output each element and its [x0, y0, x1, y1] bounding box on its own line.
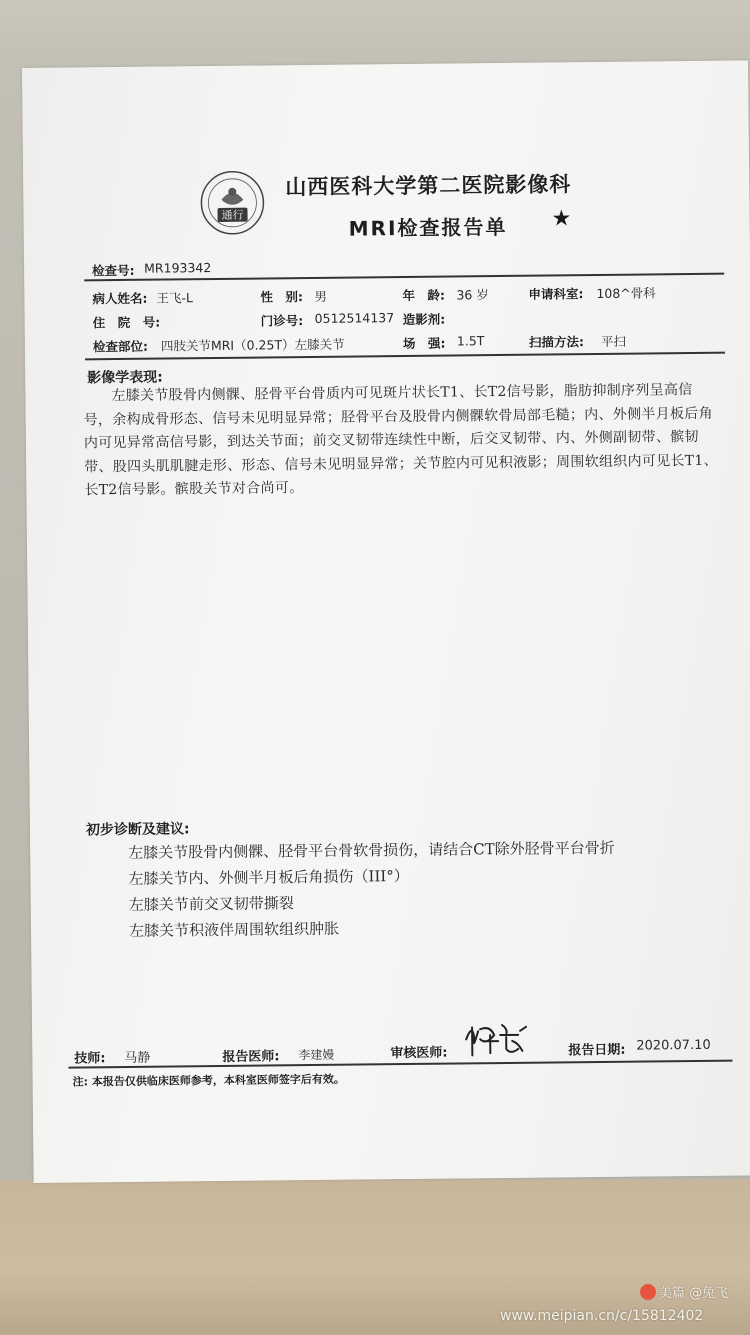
scan-method-value: 平扫 — [600, 333, 626, 349]
patient-name-label: 病人姓名: — [92, 290, 148, 307]
diagnosis-heading: 初步诊断及建议: — [85, 821, 190, 839]
exam-site-value: 四肢关节MRI（0.25T）左膝关节 — [160, 336, 345, 354]
findings-text: 左膝关节股骨内侧髁、胫骨平台骨质内可见斑片状长T1、长T2信号影，脂肪抑制序列呈高信号，余构成骨形态、信号未见明显异常；胫骨平台及股骨内侧髁软骨局部毛糙；内、外侧半月板后角内可见异常高信号影，到达关节面；前交叉韧带连续性中断，后交叉韧带、内、外侧副韧带、髌韧带、股四头肌肌腱走形、形态、信号未见明显异常；关节腔内可见积液影；周围软组织内可见长T1、长T2信号影。髌股关节对合尚可。 — [83, 381, 718, 499]
hospital-name: 山西医科大学第二医院影像科 — [285, 172, 572, 200]
svg-text:通行: 通行 — [221, 208, 244, 222]
field-strength-value: 1.5T — [456, 333, 485, 349]
contrast-label: 造影剂: — [402, 311, 446, 328]
report-paper — [22, 60, 750, 1183]
dept-label: 申请科室: — [528, 286, 584, 302]
inpatient-no-label: 住 院 号: — [92, 314, 161, 331]
outpatient-no-label: 门诊号: — [260, 313, 304, 329]
report-doctor-label: 报告医师: — [222, 1049, 280, 1065]
exam-site-label: 检查部位: — [92, 338, 148, 355]
field-strength-label: 场 强: — [402, 335, 446, 352]
sex-label: 性 别: — [260, 289, 303, 305]
reviewer-signature — [462, 1019, 534, 1060]
technician-value: 马静 — [124, 1050, 151, 1066]
patient-name-value: 王飞-L — [156, 290, 193, 306]
star-mark: ★ — [551, 206, 572, 232]
diagnosis-item: 左膝关节前交叉韧带撕裂 — [128, 894, 294, 914]
watermark-brand — [640, 1282, 728, 1301]
hospital-logo — [199, 169, 266, 236]
report-date-value: 2020.07.10 — [636, 1037, 711, 1054]
age-label: 年 龄: — [402, 287, 445, 304]
technician-label: 技师: — [74, 1051, 106, 1067]
report-date-label: 报告日期: — [568, 1042, 626, 1059]
dept-value: 108^骨科 — [596, 285, 656, 301]
outpatient-no-value: 0512514137 — [314, 310, 395, 326]
reviewer-label: 审核医师: — [390, 1045, 448, 1062]
age-value: 36 岁 — [456, 287, 489, 303]
findings-heading: 影像学表现: — [87, 369, 163, 387]
diagnosis-item: 左膝关节内、外侧半月板后角损伤（III°） — [128, 866, 409, 888]
scan-method-label: 扫描方法: — [528, 334, 584, 350]
watermark-url: www.meipian.cn/c/15812402 — [500, 1308, 704, 1324]
diagnosis-item: 左膝关节积液伴周围软组织肿胀 — [128, 919, 340, 940]
sex-value: 男 — [314, 288, 328, 304]
diagnosis-item: 左膝关节股骨内侧髁、胫骨平台骨软骨损伤，请结合CT除外胫骨平台骨折 — [128, 838, 615, 862]
report-title: MRI检查报告单 — [348, 214, 508, 241]
report-doctor-value: 李建嫚 — [298, 1047, 335, 1063]
validity-note: 注: 本报告仅供临床医师参考，本科室医师签字后有效。 — [72, 1072, 345, 1089]
exam-no-value: MR193342 — [144, 260, 212, 276]
watermark-brand-text: 美篇 @兔飞 — [659, 1286, 729, 1301]
exam-no-label: 检查号: — [92, 262, 135, 279]
meipian-logo-icon — [640, 1284, 656, 1300]
